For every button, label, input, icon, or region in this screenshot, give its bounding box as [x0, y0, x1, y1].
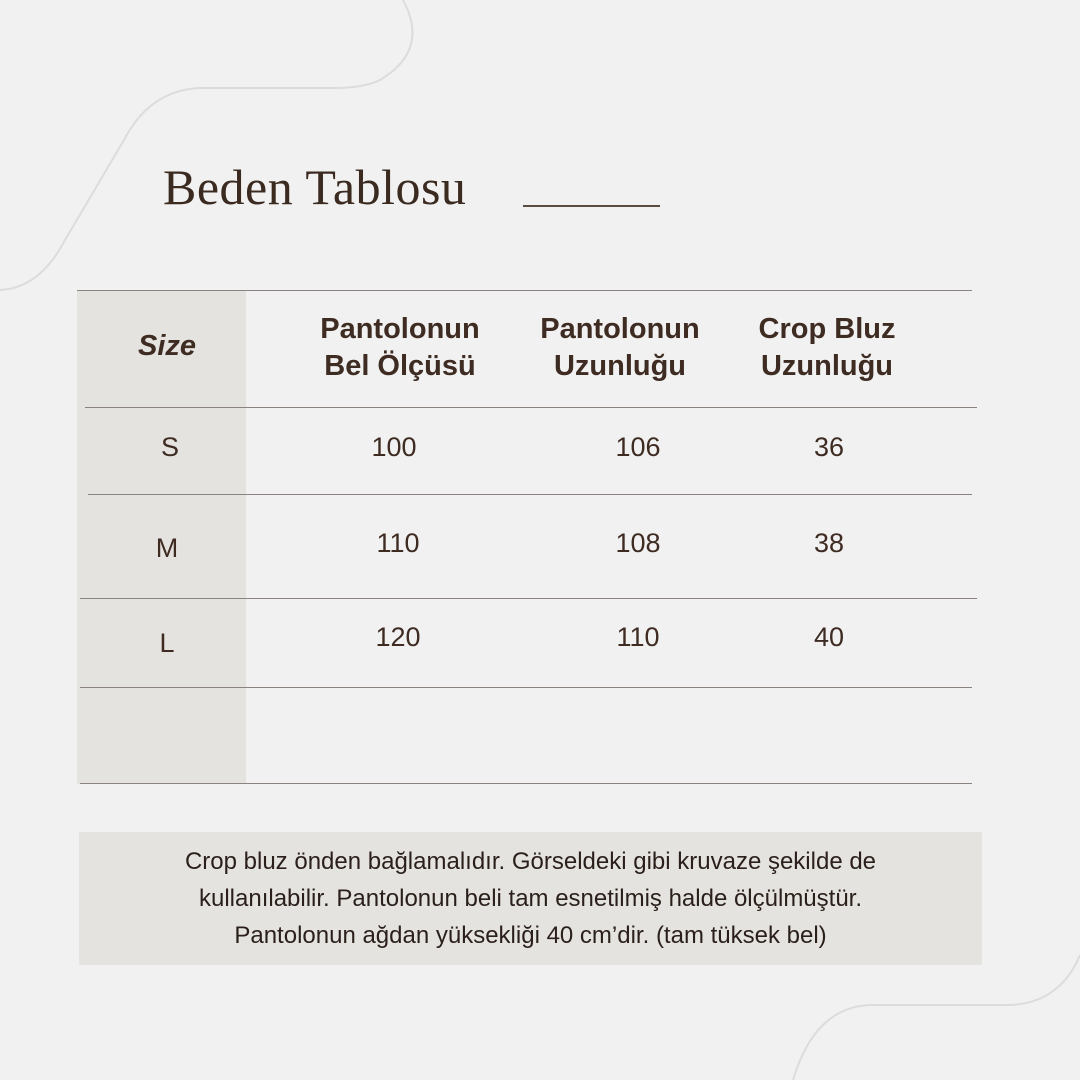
care-note-line-1: Crop bluz önden bağlamalıdır. Görseldeki gibi kruvaze şekilde de — [184, 848, 877, 875]
row-m-crop-length: 38 — [813, 528, 845, 558]
header-pants-length — [520, 311, 720, 385]
row-l-crop-length: 40 — [813, 622, 845, 652]
row-s-waist: 100 — [371, 432, 417, 462]
table-rule-row-2 — [80, 598, 977, 599]
row-l-pants-length: 110 — [616, 622, 660, 652]
header-waist-line2: Bel Ölçüsü — [324, 350, 476, 382]
care-note — [79, 832, 982, 965]
row-m-size: M — [155, 533, 179, 563]
care-note-line-3: Pantolonun ağdan yüksekliği 40 cm’dir. (tam tüksek bel) — [234, 922, 827, 949]
page-title: Beden Tablosu — [163, 159, 467, 215]
row-l-size: L — [159, 628, 175, 658]
header-crop-length-line1: Crop Bluz — [758, 313, 896, 345]
header-waist — [300, 311, 500, 385]
table-rule-row-1 — [88, 494, 972, 495]
header-crop-length — [727, 311, 927, 385]
row-s-size: S — [160, 432, 179, 462]
header-crop-length-line2: Uzunluğu — [760, 350, 894, 382]
header-size: Size — [137, 330, 197, 362]
title-underline — [523, 205, 660, 207]
table-rule-header — [85, 407, 977, 408]
header-pants-length-line2: Uzunluğu — [553, 350, 687, 382]
row-m-pants-length: 108 — [615, 528, 661, 558]
table-rule-bottom — [80, 783, 972, 784]
header-waist-line1: Pantolonun — [320, 313, 480, 345]
table-rule-top — [77, 290, 972, 291]
row-s-pants-length: 106 — [615, 432, 661, 462]
care-note-line-2: kullanılabilir. Pantolonun beli tam esnetilmiş halde ölçülmüştür. — [198, 885, 863, 912]
table-rule-row-3 — [80, 687, 972, 688]
header-pants-length-line1: Pantolonun — [540, 313, 700, 345]
row-s-crop-length: 36 — [813, 432, 845, 462]
row-m-waist: 110 — [376, 528, 420, 558]
row-l-waist: 120 — [375, 622, 421, 652]
